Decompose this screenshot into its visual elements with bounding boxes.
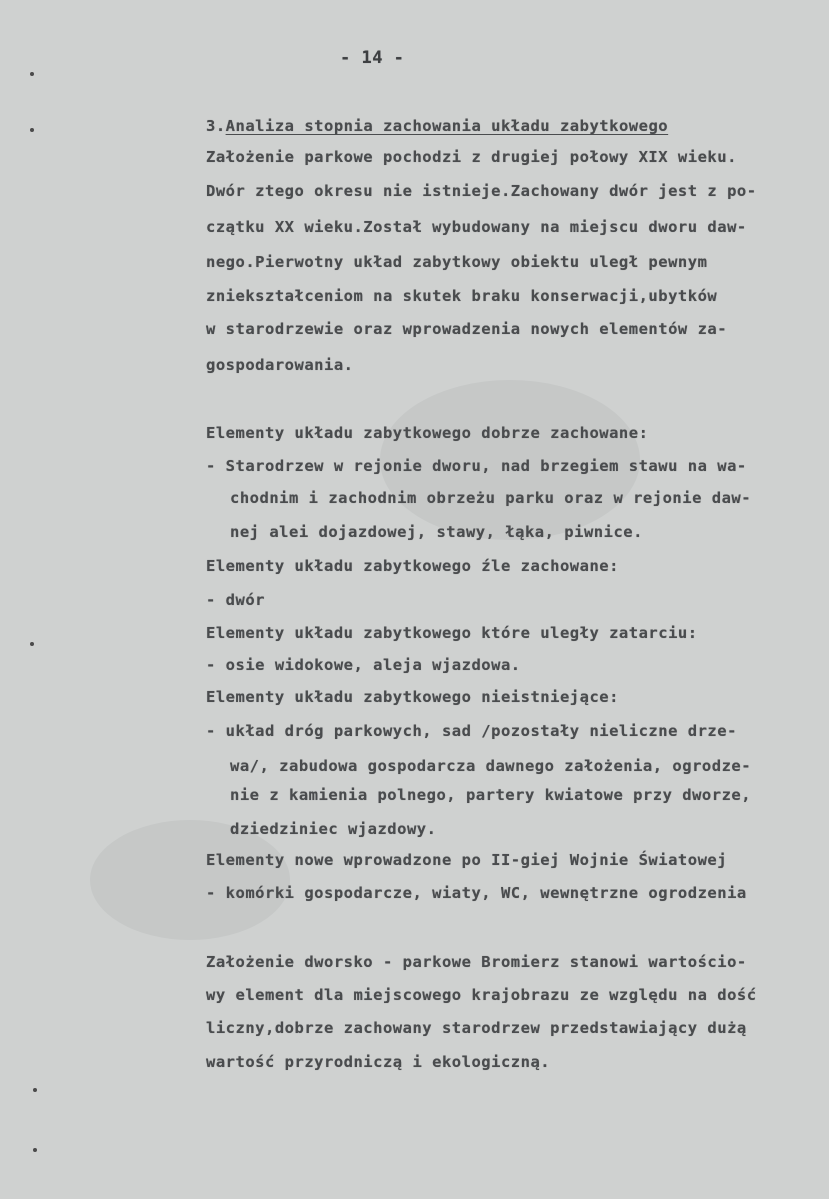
paragraph-line: w starodrzewie oraz wprowadzenia nowych elementów za- <box>206 320 728 338</box>
list-item-continuation: nie z kamienia polnego, partery kwiatowe przy dworze, <box>230 786 752 804</box>
punch-mark <box>30 128 34 132</box>
paragraph-line: nego.Pierwotny układ zabytkowy obiektu uległ pewnym <box>206 253 708 271</box>
punch-mark <box>33 1088 37 1092</box>
list-item: - układ dróg parkowych, sad /pozostały nieliczne drze- <box>206 722 737 740</box>
punch-mark <box>30 642 34 646</box>
list-item-continuation: nej alei dojazdowej, stawy, łąka, piwnice. <box>230 523 643 541</box>
list-item-continuation: dziedziniec wjazdowy. <box>230 820 437 838</box>
paragraph-line: Dwór ztego okresu nie istnieje.Zachowany dwór jest z po- <box>206 182 757 200</box>
paragraph-line: Założenie dworsko - parkowe Bromierz stanowi wartościo- <box>206 953 747 971</box>
punch-mark <box>30 72 34 76</box>
paragraph-line: gospodarowania. <box>206 356 354 374</box>
list-item: - Starodrzew w rejonie dworu, nad brzegiem stawu na wa- <box>206 457 747 475</box>
section-heading <box>206 117 668 135</box>
paragraph-line: Założenie parkowe pochodzi z drugiej połowy XIX wieku. <box>206 148 737 166</box>
list-heading: Elementy układu zabytkowego które uległy zatarciu: <box>206 624 698 642</box>
list-item: - osie widokowe, aleja wjazdowa. <box>206 656 521 674</box>
list-item-continuation: chodnim i zachodnim obrzeżu parku oraz w rejonie daw- <box>230 489 752 507</box>
list-item-continuation: wa/, zabudowa gospodarcza dawnego założenia, ogrodze- <box>230 757 752 775</box>
section-title: Analiza stopnia zachowania układu zabytkowego <box>225 117 669 135</box>
paragraph-line: liczny,dobrze zachowany starodrzew przedstawiający dużą <box>206 1019 747 1037</box>
list-item: - dwór <box>206 591 265 609</box>
list-item: - komórki gospodarcze, wiaty, WC, wewnętrzne ogrodzenia <box>206 884 747 902</box>
list-heading: Elementy układu zabytkowego dobrze zachowane: <box>206 424 649 442</box>
paragraph-line: wy element dla miejscowego krajobrazu ze względu na dość <box>206 986 757 1004</box>
list-heading: Elementy układu zabytkowego nieistniejące: <box>206 688 619 706</box>
section-number: 3. <box>206 117 226 135</box>
paragraph-line: zniekształceniom na skutek braku konserwacji,ubytków <box>206 287 718 305</box>
paragraph-line: wartość przyrodniczą i ekologiczną. <box>206 1053 551 1071</box>
punch-mark <box>33 1148 37 1152</box>
page-number: - 14 - <box>340 48 405 68</box>
list-heading: Elementy układu zabytkowego źle zachowane: <box>206 557 619 575</box>
paragraph-line: czątku XX wieku.Został wybudowany na miejscu dworu daw- <box>206 218 747 236</box>
list-heading: Elementy nowe wprowadzone po II-giej Wojnie Światowej <box>206 851 728 869</box>
paper-stain <box>90 820 290 940</box>
